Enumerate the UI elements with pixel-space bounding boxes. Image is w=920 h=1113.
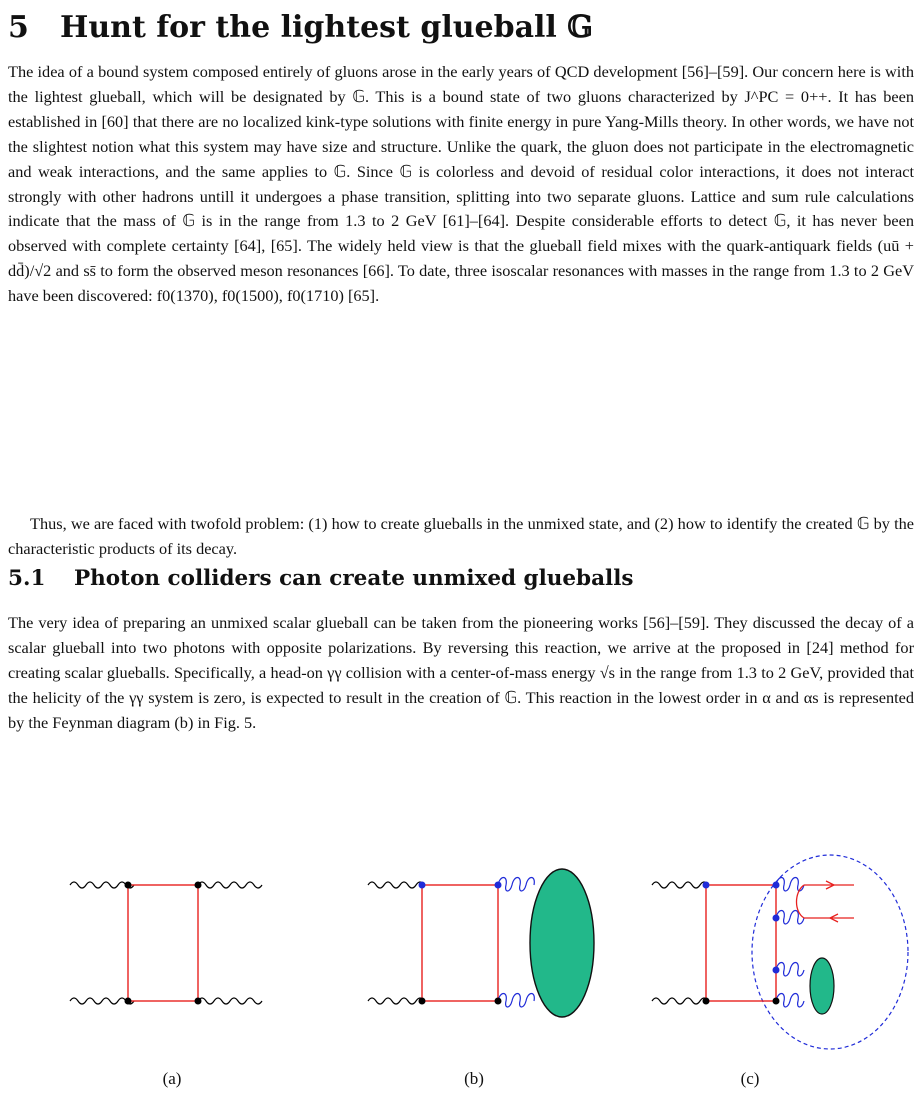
vertex: [773, 882, 780, 889]
diagram-c: [652, 855, 908, 1049]
vertex: [773, 998, 780, 1005]
photon-line: [70, 998, 134, 1004]
quark-box: [422, 885, 498, 1001]
photon-line: [652, 882, 708, 888]
paragraph-photon-colliders: The very idea of preparing an unmixed scalar glueball can be taken from the pioneering works [56]–[59]. They discussed the decay of a scalar glueball into two photons with opposite polarizations. By reversing this reaction, we arrive at the proposed in [24] method for creating scalar glueballs. Specifically, a head-on γγ collision with a center-of-mass energy √s in the range from 1.3 to 2 GeV, provided that the helicity of the γγ system is zero, is expected to result in the creation of 𝔾. This reaction in the lowest order in α and αs is represented by the Feynman diagram (b) in Fig. 5.: [8, 613, 914, 732]
diagram-b: [368, 869, 594, 1017]
gluon-line: [498, 994, 534, 1008]
glueball-blob: [530, 869, 594, 1017]
vertex: [495, 882, 502, 889]
feynman-diagrams-svg: [8, 840, 914, 1060]
section-title: Hunt for the lightest glueball 𝔾: [60, 10, 593, 45]
gluon-line: [776, 994, 804, 1008]
vertex: [125, 998, 132, 1005]
vertex: [773, 967, 780, 974]
gluon-line: [776, 963, 804, 977]
photon-line: [652, 998, 708, 1004]
section-heading: [8, 10, 593, 45]
vertex: [495, 998, 502, 1005]
photon-line: [368, 998, 424, 1004]
feynman-figure: [8, 840, 914, 1100]
photon-line: [70, 882, 134, 888]
quark-box: [706, 885, 776, 1001]
diagram-c-label: (c): [740, 1069, 760, 1088]
photon-line: [198, 998, 262, 1004]
diagram-b-label: (b): [464, 1069, 484, 1088]
photon-line: [368, 882, 424, 888]
vertex: [195, 998, 202, 1005]
vertex: [703, 882, 710, 889]
glueball-blob: [810, 958, 834, 1014]
quark-box: [128, 885, 198, 1001]
section-number: 5: [8, 10, 29, 45]
vertex: [125, 882, 132, 889]
gluon-line: [498, 878, 534, 892]
photon-line: [198, 882, 262, 888]
vertex: [703, 998, 710, 1005]
subsection-heading: [8, 566, 633, 591]
vertex: [419, 882, 426, 889]
gluon-line: [776, 911, 804, 925]
diagram-a-label: (a): [162, 1069, 182, 1088]
paragraph-intro: The idea of a bound system composed entirely of gluons arose in the early years of QCD development [56]–[59]. Our concern here is with the lightest glueball, which will be designated by 𝔾. This is a bound state of two gluons characterized by J^PC = 0++. It has been established in [60] that there are no localized kink-type solutions with finite energy in pure Yang-Mills theory. In other words, we have not the slightest notion what this system may have size and structure. Unlike the quark, the gluon does not participate in the electromagnetic and weak interactions, and the same applies to 𝔾. Since 𝔾 is colorless and devoid of residual color interactions, it does not interact strongly with other hadrons untill it undergoes a phase transition, splitting into two separate gluons. Lattice and sum rule calculations indicate that the mass of 𝔾 is in the range from 1.3 to 2 GeV [61]–[64]. Despite considerable efforts to detect 𝔾, it has never been observed with complete certainty [64], [65]. The widely held view is that the glueball field mixes with the quark-antiquark fields (uū + dd̄)/√2 and ss̄ to form the observed meson resonances [66]. To date, three isoscalar resonances with masses in the range from 1.3 to 2 GeV have been discovered: f0(1370), f0(1500), f0(1710) [65].: [8, 62, 914, 306]
paragraph-problem: Thus, we are faced with twofold problem: (1) how to create glueballs in the unmixed state, and (2) how to identify the created 𝔾 by the characteristic products of its decay.: [8, 514, 914, 558]
subsection-title: Photon colliders can create unmixed glueballs: [74, 566, 634, 591]
diagram-a: [70, 882, 262, 1005]
vertex: [195, 882, 202, 889]
vertex: [419, 998, 426, 1005]
subsection-number: 5.1: [8, 566, 46, 591]
vertex: [773, 915, 780, 922]
